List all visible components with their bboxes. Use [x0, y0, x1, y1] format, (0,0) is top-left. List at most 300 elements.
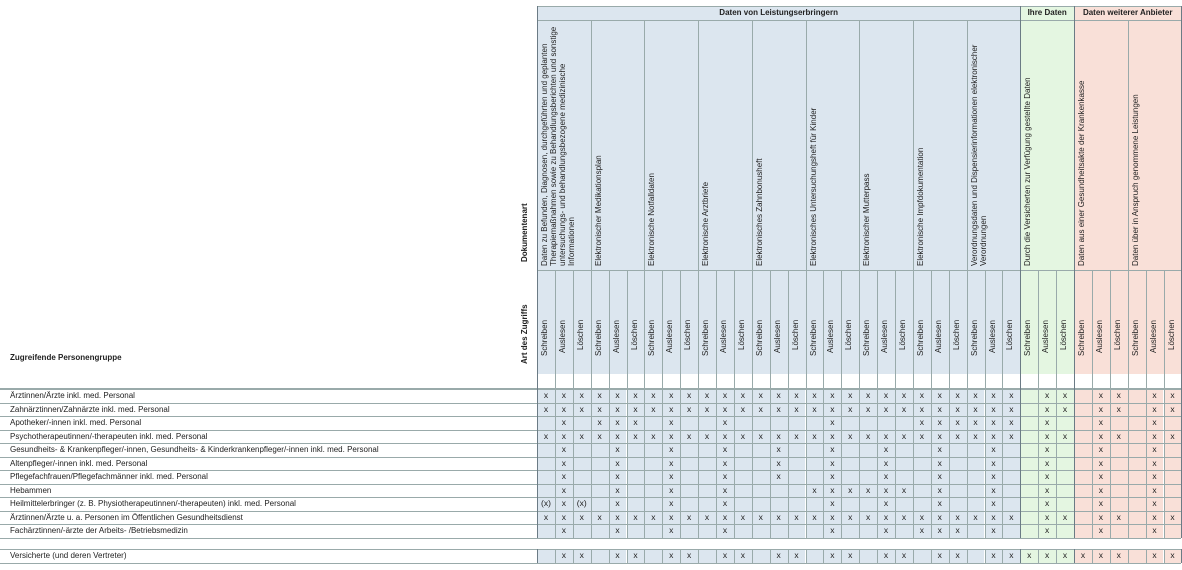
- cell-bg: [770, 484, 788, 498]
- access-type-label: Schreiben: [647, 320, 657, 357]
- access-mark: x: [991, 484, 996, 495]
- access-mark: x: [543, 390, 549, 400]
- access-mark: x: [758, 390, 763, 400]
- access-mark: x: [866, 484, 871, 495]
- access-mark: x: [669, 457, 674, 468]
- cell-bg: [770, 497, 788, 511]
- grid-line: [644, 20, 645, 538]
- access-mark: x: [883, 403, 889, 414]
- cell-bg: [1074, 470, 1092, 484]
- access-mark: x: [1045, 511, 1050, 522]
- cell-bg: [1074, 443, 1092, 457]
- access-mark: x: [830, 498, 835, 508]
- access-mark: x: [1152, 444, 1157, 454]
- access-type-label: Schreiben: [1077, 320, 1086, 357]
- access-mark: x: [830, 484, 835, 495]
- access-mark: x: [866, 390, 871, 400]
- access-mark: x: [776, 471, 781, 481]
- access-mark: (x): [540, 498, 551, 508]
- access-mark: x: [848, 550, 853, 560]
- cell-bg: [1128, 416, 1146, 430]
- cell-bg: [806, 549, 824, 563]
- access-mark: x: [1045, 430, 1050, 441]
- group-title-weitere-anbieter: Daten weiterer Anbieter: [1082, 8, 1173, 17]
- cell-bg: [788, 524, 806, 538]
- grid-line: [752, 20, 753, 538]
- access-mark: x: [669, 390, 674, 400]
- cell-bg: [1128, 524, 1146, 538]
- access-mark: x: [722, 484, 728, 495]
- row-label: Hebammen: [10, 485, 52, 495]
- access-mark: x: [812, 511, 817, 522]
- cell-bg: [644, 443, 662, 457]
- cell-bg: [895, 443, 913, 457]
- cell-bg: [752, 497, 770, 511]
- grid-line: [806, 20, 807, 538]
- access-mark: x: [830, 471, 835, 481]
- access-mark: x: [901, 550, 907, 560]
- cell-bg: [1056, 443, 1074, 457]
- access-mark: x: [848, 430, 853, 441]
- access-mark: x: [579, 430, 584, 441]
- cell-bg: [1164, 416, 1182, 430]
- access-mark: x: [973, 417, 978, 427]
- cell-bg: [949, 484, 967, 498]
- access-type-label: Auslesen: [880, 320, 890, 353]
- access-mark: x: [991, 498, 996, 508]
- access-mark: x: [1152, 484, 1157, 495]
- cell-bg: [1002, 470, 1020, 484]
- doc-type-label: Elektronische Notfalldaten: [647, 173, 657, 266]
- cell-bg: [591, 470, 609, 484]
- cell-bg: [573, 484, 591, 498]
- cell-bg: [1110, 484, 1128, 498]
- access-mark: x: [866, 403, 871, 414]
- grid-line: [859, 549, 860, 563]
- cell-bg: [698, 443, 716, 457]
- access-mark: x: [561, 390, 566, 400]
- access-mark: x: [937, 417, 942, 427]
- access-type-label: Löschen: [898, 320, 907, 351]
- access-mark: x: [991, 430, 996, 441]
- cell-bg: [537, 416, 555, 430]
- access-mark: x: [722, 457, 728, 468]
- cell-bg: [698, 484, 716, 498]
- cell-bg: [698, 457, 716, 471]
- cell-bg: [913, 484, 931, 498]
- access-mark: x: [776, 430, 781, 441]
- cell-bg: [680, 443, 698, 457]
- cell-bg: [1110, 497, 1128, 511]
- cell-bg: [734, 524, 752, 538]
- access-mark: x: [1170, 430, 1175, 441]
- access-mark: x: [1045, 390, 1050, 400]
- access-mark: x: [561, 550, 566, 560]
- access-mark: x: [758, 511, 763, 522]
- access-mark: x: [561, 444, 566, 454]
- access-mark: x: [597, 403, 602, 414]
- doc-type-label: Daten über in Anspruch genommene Leistungen: [1130, 94, 1140, 266]
- access-mark: x: [955, 390, 960, 400]
- cell-bg: [1128, 430, 1146, 444]
- cell-bg: [841, 416, 859, 430]
- cell-bg: [913, 549, 931, 563]
- access-type-label: Auslesen: [557, 320, 567, 353]
- access-mark: x: [848, 484, 853, 495]
- access-mark: x: [991, 457, 996, 468]
- cell-bg: [913, 443, 931, 457]
- access-mark: x: [597, 511, 602, 522]
- access-mark: x: [615, 457, 620, 468]
- access-mark: x: [740, 403, 745, 414]
- cell-bg: [1056, 524, 1074, 538]
- cell-bg: [680, 416, 698, 430]
- access-mark: x: [1027, 550, 1032, 560]
- access-mark: x: [1098, 550, 1103, 560]
- cell-bg: [644, 549, 662, 563]
- access-mark: x: [883, 498, 889, 508]
- cell-bg: [859, 416, 877, 430]
- cell-bg: [644, 416, 662, 430]
- doc-type-label: Elektronisches Zahnbonusheft: [754, 158, 764, 266]
- cell-bg: [1128, 389, 1146, 403]
- cell-bg: [806, 443, 824, 457]
- access-mark: x: [1152, 417, 1157, 427]
- cell-bg: [591, 497, 609, 511]
- cell-bg: [680, 524, 698, 538]
- access-mark: x: [955, 511, 960, 522]
- access-mark: x: [1170, 403, 1175, 414]
- access-mark: x: [561, 403, 566, 414]
- cell-bg: [591, 457, 609, 471]
- access-mark: x: [1045, 550, 1050, 560]
- row-label: Versicherte (und deren Vertreter): [10, 551, 127, 560]
- access-mark: x: [991, 525, 996, 535]
- cell-bg: [1074, 389, 1092, 403]
- group-title-ihre-daten: Ihre Daten: [1027, 8, 1067, 17]
- access-mark: x: [579, 390, 584, 400]
- access-type-label: Auslesen: [1041, 320, 1051, 353]
- doc-type-label: Elektronische Impfdokumentation: [915, 147, 925, 266]
- access-mark: x: [919, 525, 924, 535]
- cell-bg: [913, 497, 931, 511]
- access-mark: x: [919, 511, 924, 522]
- access-mark: x: [973, 403, 978, 414]
- cell-bg: [680, 497, 698, 511]
- cell-bg: [1020, 470, 1038, 484]
- access-mark: x: [740, 550, 745, 560]
- grid-line: [537, 6, 1181, 7]
- access-mark: x: [597, 390, 602, 400]
- doc-type-label: Elektronischer Medikationsplan: [593, 155, 603, 266]
- cell-bg: [895, 470, 913, 484]
- access-mark: x: [830, 444, 835, 454]
- cell-bg: [537, 484, 555, 498]
- access-type-label: Schreiben: [754, 320, 764, 357]
- access-mark: x: [991, 471, 996, 481]
- access-mark: x: [1098, 511, 1103, 522]
- access-mark: x: [1045, 471, 1050, 481]
- cell-bg: [895, 497, 913, 511]
- cell-bg: [967, 443, 985, 457]
- cell-bg: [788, 470, 806, 484]
- access-mark: x: [561, 498, 566, 508]
- access-mark: x: [937, 390, 942, 400]
- access-mark: x: [687, 511, 692, 522]
- cell-bg: [806, 457, 824, 471]
- grid-line: [752, 549, 753, 563]
- cell-bg: [591, 443, 609, 457]
- access-mark: x: [937, 484, 942, 495]
- access-mark: x: [579, 550, 584, 560]
- access-mark: x: [633, 417, 638, 427]
- access-mark: x: [1009, 403, 1014, 414]
- access-mark: x: [812, 403, 817, 414]
- cell-bg: [644, 497, 662, 511]
- access-mark: x: [955, 417, 960, 427]
- cell-bg: [859, 497, 877, 511]
- access-mark: x: [1170, 390, 1175, 400]
- cell-bg: [788, 497, 806, 511]
- cell-bg: [698, 497, 716, 511]
- grid-line: [0, 538, 1181, 539]
- access-mark: x: [1098, 417, 1103, 427]
- access-type-label: Löschen: [629, 320, 639, 351]
- doc-type-label: Elektronische Arztbriefe: [701, 181, 711, 266]
- cell-bg: [877, 416, 895, 430]
- access-mark: (x): [576, 498, 587, 508]
- access-mark: x: [1045, 417, 1050, 427]
- access-mark: x: [543, 430, 549, 441]
- cell-bg: [752, 470, 770, 484]
- access-mark: x: [919, 390, 924, 400]
- access-mark: x: [1062, 403, 1068, 414]
- cell-bg: [680, 457, 698, 471]
- access-type-label: Auslesen: [611, 320, 621, 353]
- cell-bg: [1164, 470, 1182, 484]
- access-mark: x: [758, 403, 763, 414]
- grid-line: [644, 549, 645, 563]
- access-mark: x: [1098, 457, 1103, 468]
- cell-bg: [1110, 457, 1128, 471]
- access-type-label: Löschen: [736, 320, 746, 351]
- cell-bg: [788, 484, 806, 498]
- cell-bg: [573, 443, 591, 457]
- access-mark: x: [937, 511, 942, 522]
- access-mark: x: [722, 417, 728, 427]
- access-mark: x: [991, 417, 996, 427]
- cell-bg: [1164, 524, 1182, 538]
- access-mark: x: [830, 457, 835, 468]
- access-mark: x: [1062, 390, 1068, 400]
- access-mark: x: [1152, 511, 1157, 522]
- access-mark: x: [973, 430, 978, 441]
- access-mark: x: [651, 403, 656, 414]
- cell-bg: [627, 497, 645, 511]
- access-mark: x: [651, 430, 656, 441]
- access-mark: x: [615, 511, 620, 522]
- cell-bg: [698, 470, 716, 484]
- cell-bg: [1128, 484, 1146, 498]
- access-mark: x: [794, 430, 799, 441]
- access-mark: x: [1152, 403, 1157, 414]
- access-mark: x: [1152, 457, 1157, 468]
- access-mark: x: [937, 550, 942, 560]
- access-mark: x: [561, 525, 566, 535]
- row-label: Altenpfleger/-innen inkl. med. Personal: [10, 458, 148, 468]
- cell-bg: [1164, 443, 1182, 457]
- grid-line: [806, 549, 807, 563]
- access-type-label: Auslesen: [719, 320, 728, 353]
- access-mark: x: [937, 471, 942, 481]
- access-mark: x: [883, 550, 889, 560]
- access-mark: x: [615, 498, 620, 508]
- access-mark: x: [1170, 550, 1175, 560]
- grid-line: [913, 549, 914, 563]
- cell-bg: [627, 457, 645, 471]
- grid-line: [698, 549, 699, 563]
- access-mark: x: [1098, 444, 1103, 454]
- access-mark: x: [1009, 430, 1014, 441]
- row-label: Pflegefachfrauen/Pflegefachmänner inkl. med. Personal: [10, 472, 208, 481]
- grid-line: [537, 549, 538, 563]
- access-mark: x: [722, 525, 728, 535]
- access-type-label: Löschen: [1005, 320, 1015, 351]
- row-label: Psychotherapeutinnen/-therapeuten inkl. med. Personal: [10, 431, 208, 441]
- access-mark: x: [561, 417, 566, 427]
- access-mark: x: [937, 444, 942, 454]
- access-mark: x: [722, 471, 728, 481]
- cell-bg: [734, 416, 752, 430]
- cell-bg: [680, 470, 698, 484]
- access-mark: x: [955, 550, 960, 560]
- access-mark: x: [740, 390, 745, 400]
- access-mark: x: [633, 390, 638, 400]
- cell-bg: [1020, 443, 1038, 457]
- access-mark: x: [669, 471, 674, 481]
- cell-bg: [1110, 416, 1128, 430]
- row-label: Fachärztinnen/-ärzte der Arbeits- /Betriebsmedizin: [10, 526, 188, 535]
- access-mark: x: [615, 430, 620, 441]
- cell-bg: [1110, 524, 1128, 538]
- access-mark: x: [1098, 484, 1103, 495]
- access-mark: x: [579, 403, 584, 414]
- cell-bg: [949, 470, 967, 484]
- access-mark: x: [597, 417, 602, 427]
- cell-bg: [627, 443, 645, 457]
- row-label: Heilmittelerbringer (z. B. Physiotherapeutinnen/-therapeuten) inkl. med. Personal: [10, 499, 296, 508]
- access-mark: x: [561, 484, 566, 495]
- access-type-label: Löschen: [951, 320, 961, 351]
- access-mark: x: [776, 390, 781, 400]
- access-mark: x: [615, 390, 620, 400]
- cell-bg: [1128, 443, 1146, 457]
- cell-bg: [627, 524, 645, 538]
- cell-bg: [1020, 403, 1038, 417]
- cell-bg: [967, 524, 985, 538]
- cell-bg: [895, 524, 913, 538]
- access-mark: x: [991, 511, 996, 522]
- cell-bg: [841, 497, 859, 511]
- doc-type-label: Elektronischer Mutterpass: [862, 173, 872, 266]
- access-mark: x: [830, 525, 835, 535]
- cell-bg: [1002, 457, 1020, 471]
- access-mark: x: [722, 550, 728, 560]
- access-mark: x: [704, 403, 710, 414]
- access-mark: x: [1098, 471, 1103, 481]
- cell-bg: [1128, 549, 1146, 563]
- row-label: Gesundheits- & Krankenpfleger/-innen, Gesundheits- & Kinderkrankenpfleger/-innen inkl. med. Personal: [10, 445, 379, 454]
- cell-bg: [859, 443, 877, 457]
- cell-bg: [859, 549, 877, 563]
- cell-bg: [734, 497, 752, 511]
- cell-bg: [1074, 524, 1092, 538]
- cell-bg: [573, 416, 591, 430]
- cell-bg: [895, 457, 913, 471]
- cell-bg: [1020, 497, 1038, 511]
- cell-bg: [644, 457, 662, 471]
- cell-bg: [859, 524, 877, 538]
- cell-bg: [644, 470, 662, 484]
- grid-line: [1074, 6, 1075, 538]
- cell-bg: [573, 457, 591, 471]
- access-mark: x: [937, 498, 942, 508]
- cell-bg: [537, 443, 555, 457]
- access-mark: x: [883, 444, 889, 454]
- access-mark: x: [1098, 498, 1103, 508]
- access-mark: x: [919, 430, 924, 441]
- access-mark: x: [615, 550, 620, 560]
- cell-bg: [734, 470, 752, 484]
- cell-bg: [949, 443, 967, 457]
- cell-bg: [1164, 484, 1182, 498]
- grid-line: [698, 20, 699, 538]
- access-mark: x: [991, 444, 996, 454]
- access-mark: x: [901, 403, 907, 414]
- access-mark: x: [1062, 430, 1068, 441]
- access-type-label: Löschen: [844, 320, 854, 351]
- access-mark: x: [687, 430, 692, 441]
- access-mark: x: [579, 511, 584, 522]
- cell-bg: [1074, 403, 1092, 417]
- cell-bg: [752, 416, 770, 430]
- access-mark: x: [722, 390, 728, 400]
- cell-bg: [949, 497, 967, 511]
- access-mark: x: [937, 430, 942, 441]
- access-mark: x: [937, 457, 942, 468]
- personengruppe-label: Zugreifende Personengruppe: [10, 353, 122, 362]
- access-type-label: Schreiben: [1130, 320, 1140, 357]
- cell-bg: [859, 457, 877, 471]
- access-mark: x: [704, 430, 710, 441]
- grid-line: [1128, 20, 1129, 538]
- cell-bg: [698, 524, 716, 538]
- access-type-label: Schreiben: [969, 320, 979, 357]
- cell-bg: [573, 524, 591, 538]
- cell-bg: [698, 549, 716, 563]
- access-type-label: Auslesen: [1148, 320, 1158, 353]
- cell-bg: [1074, 497, 1092, 511]
- grid-line: [967, 20, 968, 538]
- row-label: Apotheker/-innen inkl. med. Personal: [10, 418, 142, 427]
- cell-bg: [1002, 497, 1020, 511]
- access-mark: x: [740, 430, 745, 441]
- access-mark: x: [633, 430, 638, 441]
- cell-bg: [967, 470, 985, 484]
- access-mark: x: [1098, 525, 1103, 535]
- cell-bg: [1020, 524, 1038, 538]
- access-mark: x: [722, 444, 728, 454]
